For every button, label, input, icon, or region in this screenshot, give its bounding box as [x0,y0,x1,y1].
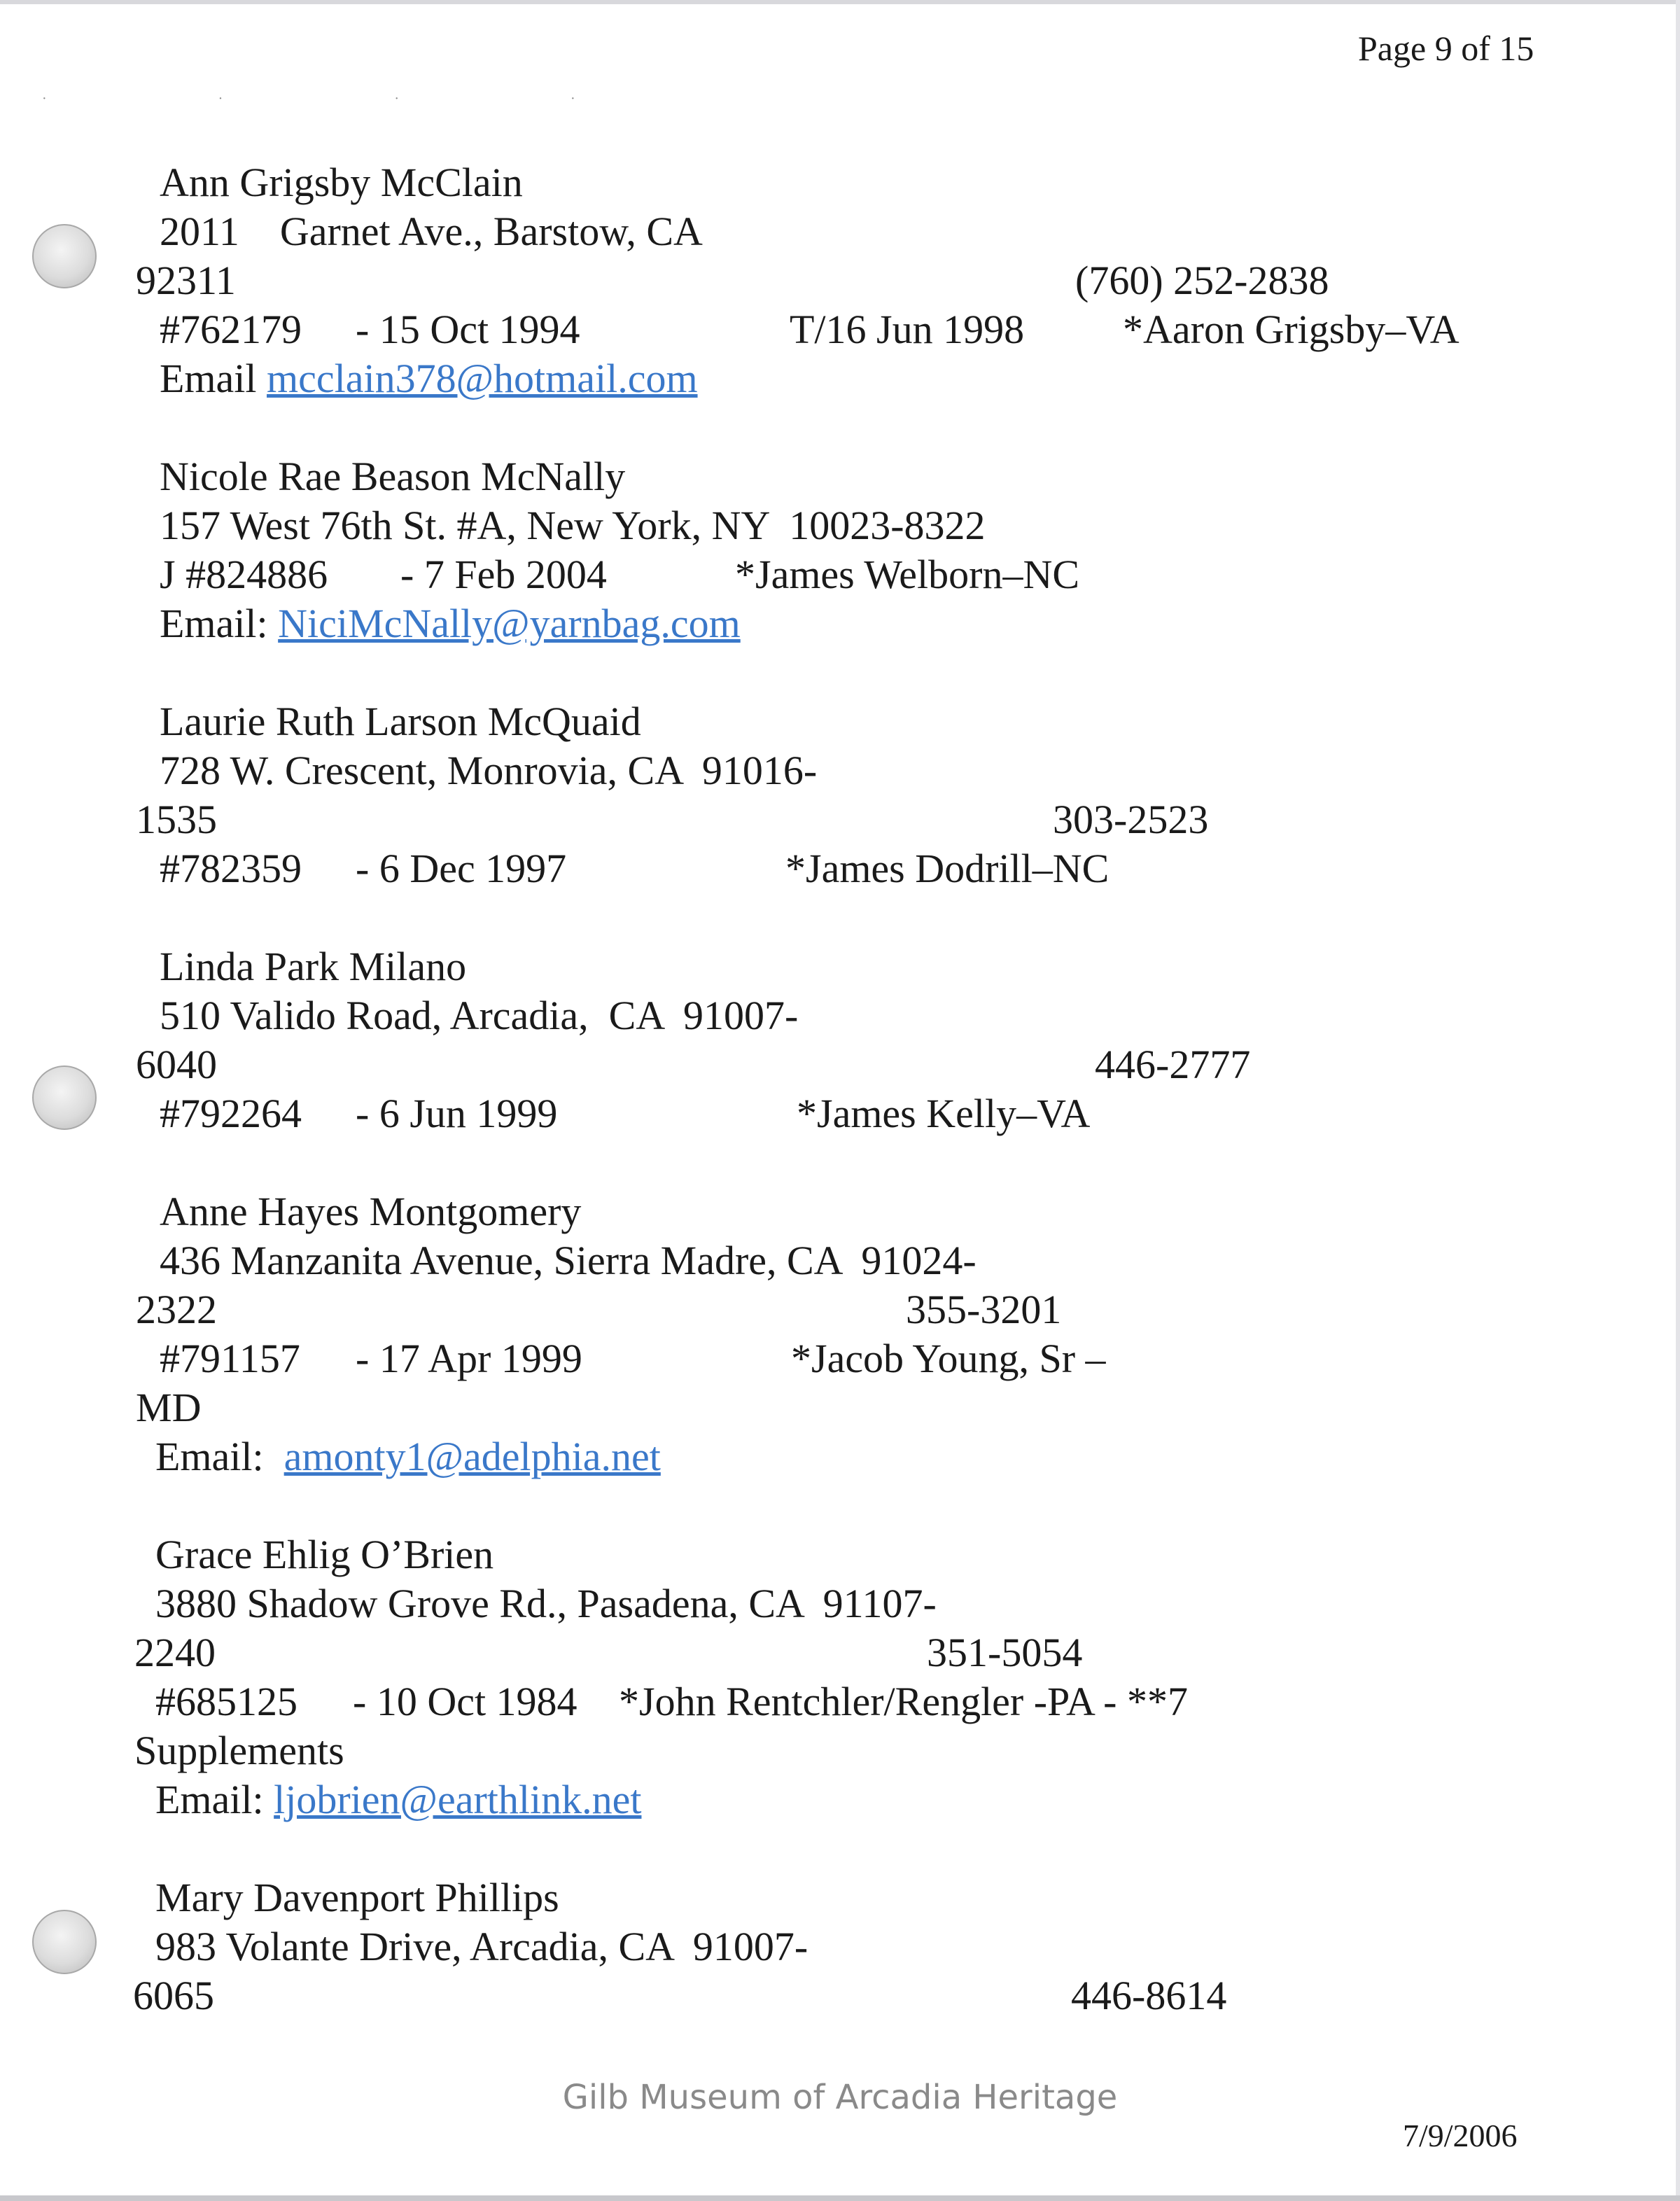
email-row [155,1432,661,1481]
member-phone: 351-5054 [927,1630,1083,1675]
email-label: Email: [155,1434,264,1479]
member-phone: (760) 252-2838 [1075,258,1329,303]
watermark: Gilb Museum of Arcadia Heritage [562,2078,1118,2117]
member-number: #782359 [160,846,302,891]
member-zip: 92311 [136,258,236,303]
member-phone: 446-8614 [1071,1973,1227,2018]
member-ancestor: *John Rentchler/Rengler -PA - **7 [619,1679,1188,1724]
member-ancestor: *James Welborn–NC [735,552,1080,597]
binder-hole [32,224,97,288]
member-number: #685125 [155,1679,298,1724]
member-name: Nicole Rae Beason McNally [160,454,626,499]
page-edge [1676,0,1680,2201]
member-name: Laurie Ruth Larson McQuaid [160,699,641,744]
member-ancestor: *Jacob Young, Sr – [791,1336,1106,1381]
member-address: 3880 Shadow Grove Rd., Pasadena, CA 91107- [155,1581,937,1626]
member-name: Linda Park Milano [160,944,467,989]
member-date: - 7 Feb 2004 [400,552,607,597]
email-row [160,599,741,648]
member-number: #792264 [160,1091,302,1136]
member-address: 157 West 76th St. #A, New York, NY 10023-8322 [160,503,986,548]
member-number: J #824886 [160,552,328,597]
binder-hole [32,1065,97,1130]
email-link[interactable]: ljobrien@earthlink.net [274,1777,642,1822]
email-label: Email: [155,1777,264,1822]
member-name: Mary Davenport Phillips [155,1875,559,1920]
member-address: 728 W. Crescent, Monrovia, CA 91016- [160,748,818,793]
member-ancestor: *James Dodrill–NC [785,846,1110,891]
member-name: Ann Grigsby McClain [160,160,523,205]
page-number: Page 9 of 15 [1358,29,1534,68]
member-address: 2011 Garnet Ave., Barstow, CA [160,209,703,254]
member-ancestor-wrap: MD [136,1385,202,1430]
scan-specks: · · · · [42,91,659,106]
member-address: 436 Manzanita Avenue, Sierra Madre, CA 91024- [160,1238,976,1283]
member-number: #791157 [160,1336,300,1381]
page-edge [0,2195,1680,2201]
member-date: - 17 Apr 1999 [356,1336,582,1381]
member-zip: 2240 [134,1630,216,1675]
page-edge [0,0,1680,4]
binder-hole [32,1910,97,1974]
member-number: #762179 [160,307,302,352]
email-label: Email [160,356,257,401]
member-zip: 1535 [136,797,217,842]
member-date: - 6 Jun 1999 [356,1091,558,1136]
email-link[interactable]: amonty1@adelphia.net [284,1434,661,1479]
member-phone: 355-3201 [906,1287,1062,1332]
member-phone: 303-2523 [1053,797,1209,842]
member-date: - 6 Dec 1997 [356,846,567,891]
member-date: - 10 Oct 1984 [353,1679,578,1724]
member-date: - 15 Oct 1994 [356,307,580,352]
member-name: Grace Ehlig O’Brien [155,1532,494,1577]
member-name: Anne Hayes Montgomery [160,1189,582,1234]
email-link[interactable]: mcclain378@hotmail.com [267,356,698,401]
email-link[interactable]: NiciMcNally@yarnbag.com [278,601,741,646]
member-address: 510 Valido Road, Arcadia, CA 91007- [160,993,799,1038]
member-address: 983 Volante Drive, Arcadia, CA 91007- [155,1924,808,1969]
member-zip: 6065 [133,1973,214,2018]
member-zip: 6040 [136,1042,217,1087]
member-phone: 446-2777 [1095,1042,1251,1087]
member-ancestor: *James Kelly–VA [797,1091,1091,1136]
member-transfer: T/16 Jun 1998 [790,307,1025,352]
member-ancestor-wrap: Supplements [134,1728,344,1773]
footer-date: 7/9/2006 [1403,2118,1518,2153]
email-label: Email: [160,601,268,646]
member-ancestor: *Aaron Grigsby–VA [1123,307,1460,352]
email-row [160,354,698,403]
member-zip: 2322 [136,1287,217,1332]
email-row [155,1775,641,1824]
